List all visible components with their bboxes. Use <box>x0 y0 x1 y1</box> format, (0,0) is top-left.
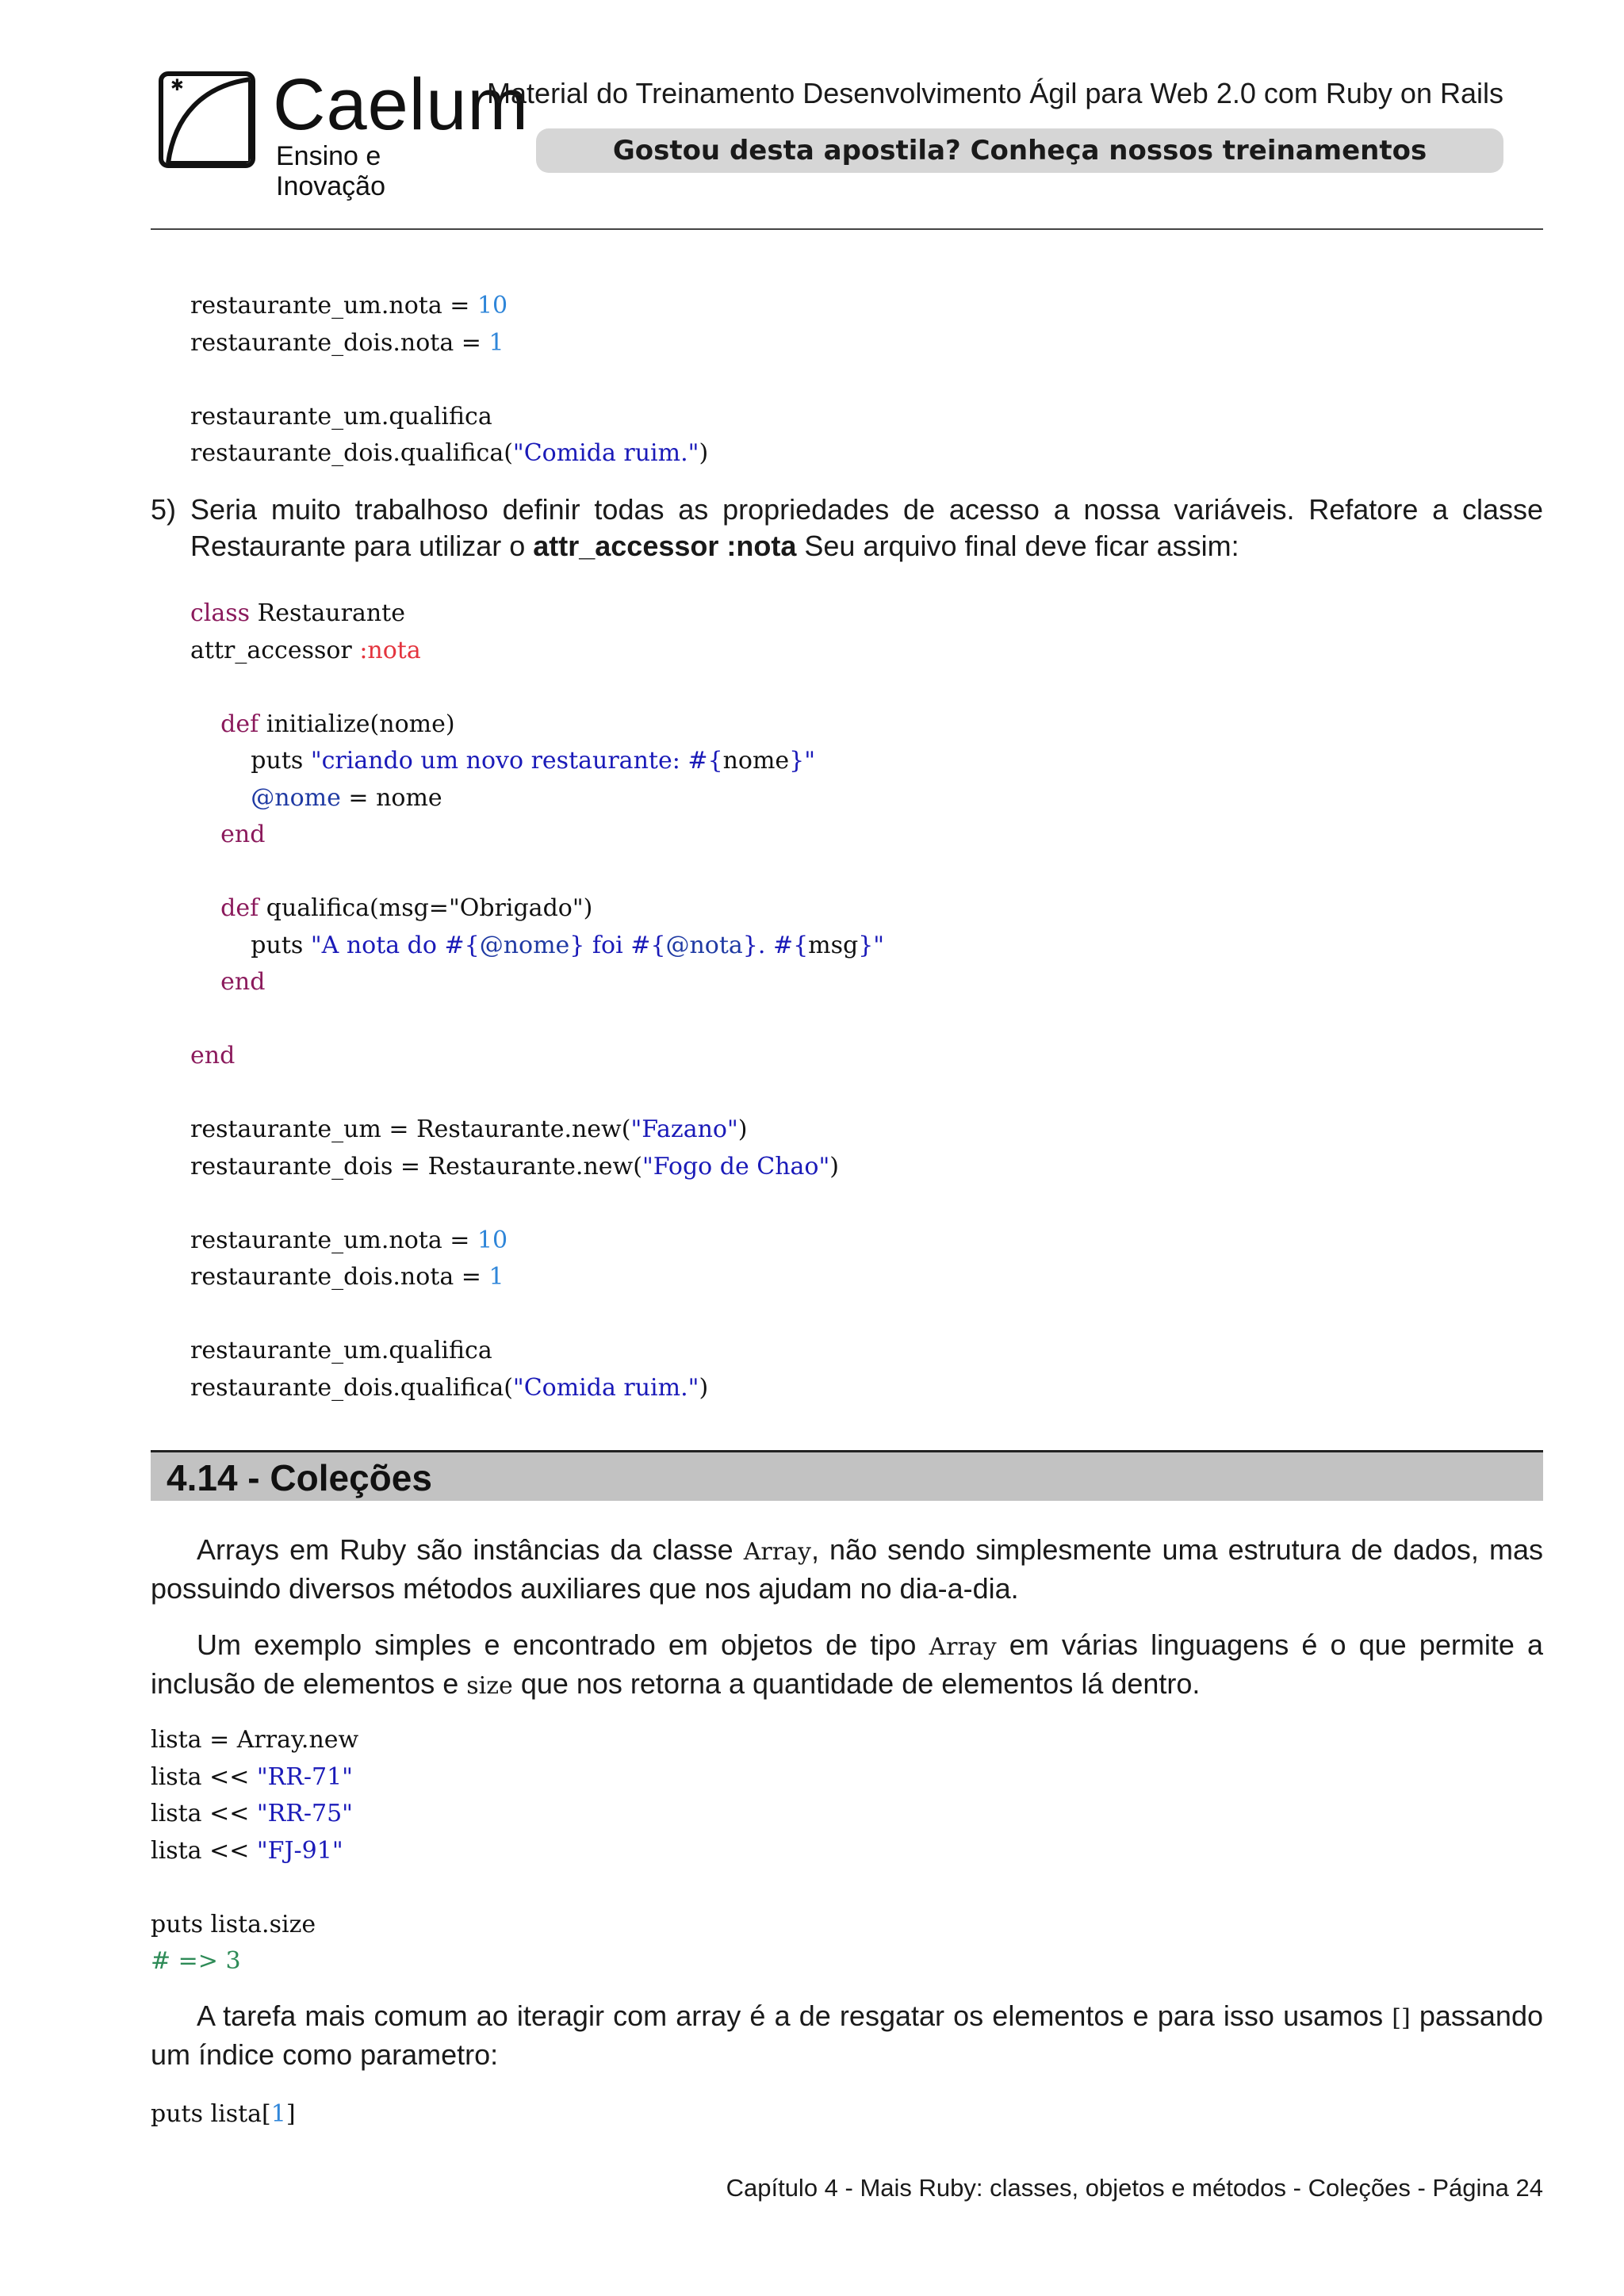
code-block-2: class Restaurante attr_accessor :nota def initialize(nome) puts "criando um novo restaurante: #{nome}" @nome = nome end def qualifica(msg="Obrigado") puts "A nota do #{@nome} foi #{@nota}. #{msg}" end end restaurante_um = Restaurante.new("Fazano") restaurante_dois = Restaurante.new("Fogo de Chao") restaurante_um.nota = 10 restaurante_dois.nota = 1 restaurante_um.qualifica restaurante_dois.qualifica("Comida ruim.") <box>190 599 885 1402</box>
header-title: Material do Treinamento Desenvolvimento Ágil para Web 2.0 com Ruby on Rails <box>487 77 1503 109</box>
caelum-logo-icon <box>159 71 255 168</box>
paragraph-array-access: A tarefa mais comum ao iteragir com array é a de resgatar os elementos e para isso usamos [] passando um índice como parametro: <box>151 1999 1543 2071</box>
paragraph-array-example: Um exemplo simples e encontrado em objetos de tipo Array em várias linguagens é o que permite a inclusão de elementos e size que nos retorna a quantidade de elementos lá dentro. <box>151 1628 1543 1700</box>
logo-tagline: Ensino e Inovação <box>276 141 385 201</box>
caelum-logo <box>155 64 530 201</box>
list-item-number: 5) <box>151 493 177 526</box>
code-block-3: lista = Array.new lista << "RR-71" lista << "RR-75" lista << "FJ-91" puts lista.size # => 3 <box>151 1726 359 1975</box>
header-divider <box>151 228 1543 230</box>
logo-star-icon: ✱ <box>170 77 184 94</box>
training-banner-link[interactable]: Gostou desta apostila? Conheça nossos treinamentos <box>536 128 1503 173</box>
page-footer: Capítulo 4 - Mais Ruby: classes, objetos e métodos - Coleções - Página 24 <box>726 2174 1543 2202</box>
exercise-5-text: Seria muito trabalhoso definir todas as propriedades de acesso a nossa variáveis. Refatore a classe Restaurante para utilizar o attr_accessor :nota Seu arquivo final deve ficar assim: <box>190 493 1543 562</box>
section-title: 4.14 - Coleções <box>167 1457 432 1498</box>
code-block-1: restaurante_um.nota = 10 restaurante_dois.nota = 1 restaurante_um.qualifica restaurante_dois.qualifica("Comida ruim.") <box>190 292 709 467</box>
section-heading-bar <box>151 1450 1543 1501</box>
code-block-4: puts lista[1] <box>151 2100 296 2128</box>
logo-name: Caelum <box>273 64 530 145</box>
paragraph-arrays-intro: Arrays em Ruby são instâncias da classe Array, não sendo simplesmente uma estrutura de dados, mas possuindo diversos métodos auxiliares que nos ajudam no dia-a-dia. <box>151 1533 1543 1605</box>
